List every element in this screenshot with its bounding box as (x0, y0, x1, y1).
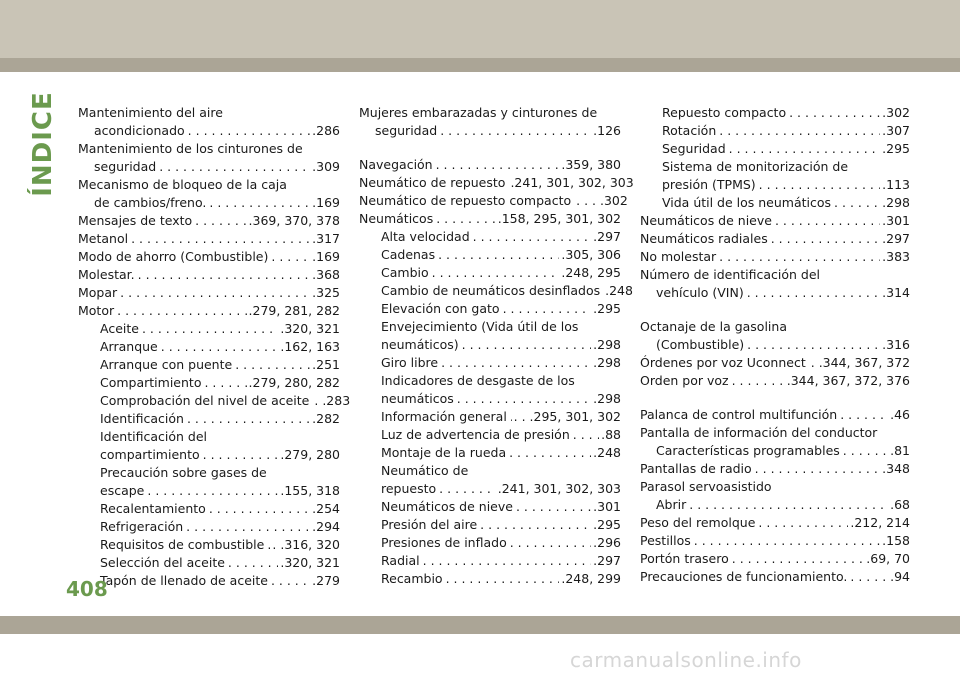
index-entry (78, 500, 340, 518)
dot-leader (747, 284, 880, 302)
footer-band (0, 616, 960, 634)
index-entry (640, 532, 910, 550)
index-term: Giro libre (381, 355, 439, 370)
index-entry (78, 248, 340, 266)
index-pages: .279, 281, 282 (248, 303, 340, 318)
index-entry (78, 446, 340, 464)
index-entry (78, 338, 340, 356)
index-pages: .296 (593, 535, 621, 550)
index-term: Octanaje de la gasolina (640, 319, 787, 334)
index-term: escape (100, 483, 145, 498)
dot-leader (758, 514, 848, 532)
dot-leader (843, 442, 888, 460)
index-term: Mantenimiento de los cinturones de (78, 141, 303, 156)
index-entry (640, 372, 910, 390)
index-column-3 (640, 104, 910, 586)
index-entry (359, 122, 621, 140)
index-pages: .297 (593, 553, 621, 568)
index-pages: .320, 321 (280, 555, 340, 570)
index-term: Pestillos (640, 533, 691, 548)
index-entry (640, 194, 910, 212)
index-term: Cadenas (381, 247, 436, 262)
dot-leader (228, 554, 278, 572)
index-term: Seguridad (662, 141, 726, 156)
section-tab-label: ÍNDICE (28, 91, 58, 197)
index-entry (78, 140, 340, 158)
index-term: Presiones de inflado (381, 535, 507, 550)
index-term: Alta velocidad (381, 229, 470, 244)
index-pages: .155, 318 (280, 483, 340, 498)
index-term: Precauciones de funcionamiento. (640, 569, 848, 584)
dot-leader (142, 320, 278, 338)
index-term: Envejecimiento (Vida útil de los (381, 319, 579, 334)
index-term: Navegación (359, 157, 433, 172)
index-pages: .309 (312, 159, 340, 174)
dot-leader (271, 572, 310, 590)
dot-leader (432, 264, 560, 282)
dot-leader (719, 122, 880, 140)
index-entry (359, 336, 621, 354)
index-term: presión (TPMS) (662, 177, 756, 192)
index-entry (78, 356, 340, 374)
index-term: Neumático de (381, 463, 469, 478)
index-entry (359, 426, 621, 444)
dot-leader (131, 230, 310, 248)
index-pages: .305, 306 (561, 247, 621, 262)
index-pages: .279 (312, 573, 340, 588)
index-term: Recalentamiento (100, 501, 206, 516)
index-entry (640, 248, 910, 266)
index-pages: .88 (601, 427, 621, 442)
index-pages: .279, 280 (280, 447, 340, 462)
index-entry (640, 568, 910, 586)
index-term: repuesto (381, 481, 437, 496)
index-term: Requisitos de combustible (100, 537, 265, 552)
dot-leader (138, 266, 311, 284)
index-term: Modo de ahorro (Combustible) (78, 249, 269, 264)
dot-leader (840, 406, 888, 424)
dot-leader (209, 194, 310, 212)
index-term: Mopar (78, 285, 118, 300)
dot-leader (771, 230, 880, 248)
index-term: Presión del aire (381, 517, 478, 532)
dot-leader (850, 568, 888, 586)
index-pages: .295 (882, 141, 910, 156)
index-pages: .169 (312, 195, 340, 210)
index-entry (78, 284, 340, 302)
index-entry (359, 156, 621, 174)
index-pages: .369, 370, 378 (248, 213, 340, 228)
dot-leader (423, 552, 592, 570)
index-entry (640, 460, 910, 478)
index-entry (78, 302, 340, 320)
index-term: acondicionado (94, 123, 185, 138)
dot-leader (446, 570, 560, 588)
index-term: Montaje de la rueda (381, 445, 507, 460)
index-entry (78, 482, 340, 500)
index-entry (640, 284, 910, 302)
index-pages: .46 (890, 407, 910, 422)
dot-leader (209, 500, 310, 518)
index-term: de cambios/freno. (94, 195, 207, 210)
dot-leader (480, 516, 591, 534)
index-entry (78, 122, 340, 140)
index-column-2 (359, 104, 634, 588)
index-term: Cambio de neumáticos desinflados (381, 283, 601, 298)
dot-leader (834, 194, 880, 212)
dot-leader (441, 354, 591, 372)
index-entry (359, 354, 621, 372)
index-pages: .254 (312, 501, 340, 516)
dot-leader (440, 122, 591, 140)
index-term: Abrir (656, 497, 687, 512)
index-entry (359, 104, 621, 122)
index-entry (640, 230, 910, 248)
index-pages: .251 (312, 357, 340, 372)
index-entry (640, 104, 910, 122)
dot-leader (732, 372, 785, 390)
index-entry (640, 514, 910, 532)
index-entry (359, 462, 621, 480)
index-entry (78, 158, 340, 176)
dot-leader (510, 408, 512, 426)
index-entry (78, 554, 340, 572)
index-term: Neumáticos (359, 211, 434, 226)
index-term: Refrigeración (100, 519, 184, 534)
dot-leader (732, 550, 865, 568)
index-term: compartimiento (100, 447, 200, 462)
index-term: Recambio (381, 571, 443, 586)
index-term: Pantallas de radio (640, 461, 752, 476)
index-entry (359, 516, 621, 534)
dot-leader (204, 374, 246, 392)
index-term: Portón trasero (640, 551, 729, 566)
index-term: vehículo (VIN) (656, 285, 744, 300)
index-pages: .248 (593, 445, 621, 460)
index-pages: .325 (312, 285, 340, 300)
index-entry (640, 424, 910, 442)
index-pages: .383 (882, 249, 910, 264)
index-term: seguridad (94, 159, 157, 174)
index-pages: .169 (312, 249, 340, 264)
index-pages: . .344, 367, 372 (810, 355, 911, 370)
index-pages: .298 (593, 337, 621, 352)
index-term: Arranque con puente (100, 357, 233, 372)
index-term: Mecanismo de bloqueo de la caja (78, 177, 287, 192)
index-pages: .162, 163 (280, 339, 340, 354)
dot-leader (188, 122, 310, 140)
index-term: (Combustible) (656, 337, 745, 352)
index-term: Cambio (381, 265, 429, 280)
index-entry (359, 390, 621, 408)
index-entry (359, 534, 621, 552)
index-entry (78, 176, 340, 194)
index-term: seguridad (375, 123, 438, 138)
index-pages: .158 (882, 533, 910, 548)
dot-leader (457, 390, 591, 408)
dot-leader (503, 300, 592, 318)
index-pages: .126 (593, 123, 621, 138)
index-pages: .294 (312, 519, 340, 534)
index-entry (359, 246, 621, 264)
dot-leader (436, 210, 496, 228)
index-entry (359, 174, 634, 192)
index-term: Pantalla de información del conductor (640, 425, 878, 440)
index-term: Sistema de monitorización de (662, 159, 849, 174)
index-entry (78, 374, 340, 392)
index-pages: .298 (593, 391, 621, 406)
index-entry (640, 336, 910, 354)
index-pages: .307 (882, 123, 910, 138)
index-entry (640, 478, 910, 496)
dot-leader (509, 444, 591, 462)
index-term: Identificación del (100, 429, 208, 444)
index-entry (640, 550, 910, 568)
index-term: Tapón de llenado de aceite (100, 573, 268, 588)
index-pages: .301 (593, 499, 621, 514)
index-term: No molestar (640, 249, 717, 264)
index-pages: .212, 214 (850, 515, 910, 530)
index-term: Aceite (100, 321, 139, 336)
index-entry (78, 104, 340, 122)
index-entry (78, 230, 340, 248)
dot-leader (187, 410, 310, 428)
dot-leader (759, 176, 880, 194)
header-band-stripe (0, 58, 960, 72)
index-term: Orden por voz (640, 373, 729, 388)
index-entry (359, 498, 621, 516)
index-column-1 (78, 104, 351, 590)
index-pages: .68 (890, 497, 910, 512)
dot-leader (510, 534, 591, 552)
index-term: Información general (381, 409, 507, 424)
index-entry (359, 228, 621, 246)
index-entry (78, 428, 340, 446)
index-entry (359, 408, 621, 426)
index-term: Comprobación del nivel de aceite (100, 393, 310, 408)
index-entry (78, 392, 351, 410)
index-pages: .314 (882, 285, 910, 300)
index-pages: .69, 70 (866, 551, 910, 566)
index-pages: .316 (882, 337, 910, 352)
index-term: Arranque (100, 339, 158, 354)
index-entry (78, 518, 340, 536)
index-entry (640, 318, 910, 336)
index-pages: .295 (593, 517, 621, 532)
index-pages: .368 (312, 267, 340, 282)
dot-leader (271, 248, 310, 266)
index-pages: . . . .302 (576, 193, 628, 208)
index-pages: .297 (882, 231, 910, 246)
index-entry (640, 176, 910, 194)
index-entry (78, 320, 340, 338)
index-entry (640, 354, 910, 372)
index-pages: .113 (882, 177, 910, 192)
index-entry (640, 158, 910, 176)
index-term: Identificación (100, 411, 184, 426)
index-term: Precaución sobre gases de (100, 465, 267, 480)
index-term: Neumáticos de nieve (640, 213, 772, 228)
index-pages: .241, 301, 302, 303 (510, 175, 634, 190)
index-entry (359, 300, 621, 318)
header-band (0, 0, 960, 58)
index-pages: .320, 321 (280, 321, 340, 336)
dot-leader (147, 482, 278, 500)
index-entry (359, 282, 633, 300)
index-entry (359, 570, 621, 588)
dot-leader (161, 338, 279, 356)
index-pages: . . .295, 301, 302 (513, 409, 621, 424)
dot-leader (195, 212, 246, 230)
dot-leader (755, 460, 880, 478)
index-pages: .248 (605, 283, 633, 298)
dot-leader (159, 158, 310, 176)
section-tab (26, 91, 60, 197)
footer-watermark: carmanualsonline.info (570, 648, 802, 672)
index-term: Luz de advertencia de presión (381, 427, 570, 442)
index-entry (78, 572, 340, 590)
index-entry (640, 212, 910, 230)
dot-leader (439, 480, 496, 498)
index-entry (359, 192, 628, 210)
index-pages: .295 (593, 301, 621, 316)
dot-leader (719, 248, 880, 266)
dot-leader (267, 536, 270, 554)
index-entry (359, 264, 621, 282)
index-term: Mensajes de texto (78, 213, 193, 228)
index-term: neumáticos) (381, 337, 459, 352)
index-pages: . .283 (314, 393, 351, 408)
index-term: Motor (78, 303, 115, 318)
index-term: Mantenimiento del aire (78, 105, 223, 120)
index-entry (78, 266, 340, 284)
index-term: Indicadores de desgaste de los (381, 373, 575, 388)
dot-leader (573, 426, 599, 444)
index-term: Molestar. (78, 267, 135, 282)
dot-leader (117, 302, 246, 320)
index-entry (359, 480, 621, 498)
index-term: Vida útil de los neumáticos (662, 195, 832, 210)
dot-leader (186, 518, 310, 536)
dot-leader (462, 336, 592, 354)
index-pages: .286 (312, 123, 340, 138)
index-pages: .94 (890, 569, 910, 584)
index-term: Parasol servoasistido (640, 479, 772, 494)
index-term: Compartimiento (100, 375, 202, 390)
index-entry (640, 122, 910, 140)
index-term: Número de identificación del (640, 267, 821, 282)
dot-leader (747, 336, 880, 354)
index-entry (640, 266, 910, 284)
index-entry (78, 194, 340, 212)
index-term: Neumáticos radiales (640, 231, 768, 246)
index-pages: .248, 299 (561, 571, 621, 586)
index-term: Repuesto compacto (662, 105, 787, 120)
index-entry (640, 406, 910, 424)
index-pages: .348 (882, 461, 910, 476)
index-entry (359, 372, 621, 390)
index-pages: .317 (312, 231, 340, 246)
dot-leader (516, 498, 591, 516)
page-number: 408 (66, 577, 108, 601)
index-pages: .302 (882, 105, 910, 120)
index-term: Metanol (78, 231, 129, 246)
index-pages: .248, 295 (561, 265, 621, 280)
index-entry (359, 444, 621, 462)
index-pages: .344, 367, 372, 376 (786, 373, 910, 388)
index-term: Neumático de repuesto (359, 175, 506, 190)
dot-leader (436, 156, 560, 174)
index-term: Características programables (656, 443, 840, 458)
index-pages: . .316, 320 (272, 537, 340, 552)
index-entry (359, 552, 621, 570)
index-term: Peso del remolque (640, 515, 756, 530)
dot-leader (203, 446, 279, 464)
index-term: Órdenes por voz Uconnect (640, 355, 806, 370)
index-entry (640, 496, 910, 514)
dot-leader (775, 212, 880, 230)
index-pages: .297 (593, 229, 621, 244)
index-entry (640, 442, 910, 460)
index-pages: .298 (593, 355, 621, 370)
index-pages: .158, 295, 301, 302 (497, 211, 621, 226)
index-pages: .301 (882, 213, 910, 228)
index-entry (78, 536, 340, 554)
index-term: Neumático de repuesto compacto (359, 193, 572, 208)
index-term: Palanca de control multifunción (640, 407, 838, 422)
index-pages: .298 (882, 195, 910, 210)
dot-leader (789, 104, 880, 122)
dot-leader (473, 228, 592, 246)
dot-leader (729, 140, 881, 158)
index-pages: .282 (312, 411, 340, 426)
index-term: Radial (381, 553, 420, 568)
dot-leader (689, 496, 888, 514)
index-pages: .279, 280, 282 (248, 375, 340, 390)
index-term: Rotación (662, 123, 717, 138)
index-pages: .359, 380 (561, 157, 621, 172)
dot-leader (235, 356, 310, 374)
dot-leader (438, 246, 559, 264)
index-term: Mujeres embarazadas y cinturones de (359, 105, 598, 120)
index-entry (359, 318, 621, 336)
index-term: neumáticos (381, 391, 454, 406)
index-entry (359, 210, 621, 228)
dot-leader (694, 532, 880, 550)
dot-leader (120, 284, 310, 302)
index-term: Elevación con gato (381, 301, 500, 316)
index-term: Selección del aceite (100, 555, 225, 570)
index-term: Neumáticos de nieve (381, 499, 513, 514)
index-pages: .81 (890, 443, 910, 458)
index-pages: .241, 301, 302, 303 (497, 481, 621, 496)
index-entry (78, 410, 340, 428)
index-entry (78, 212, 340, 230)
index-entry (78, 464, 340, 482)
index-entry (640, 140, 910, 158)
